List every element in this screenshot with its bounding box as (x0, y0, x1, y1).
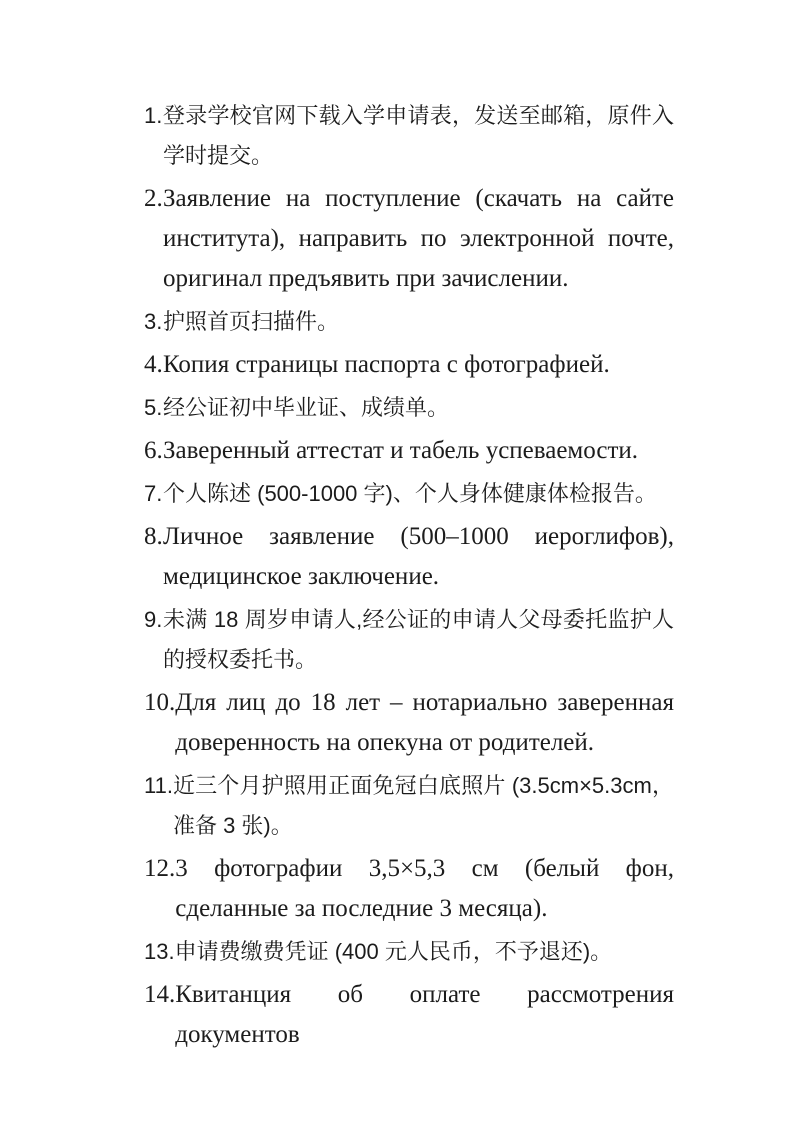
list-item-text: 经公证初中毕业证、成绩单。 (163, 395, 450, 420)
list-item (144, 302, 674, 342)
numbered-list (144, 96, 674, 1055)
list-item-number: 10. (144, 689, 176, 716)
list-item-text: Заявление на поступление (скачать на сайте института), направить по электронной почте, оригинал предъявить при зачислении. (163, 185, 674, 292)
list-item-number: 7. (144, 481, 163, 506)
list-item-text: 3 фотографии 3,5×5,3 см (белый фон, сделанные за последние 3 месяца). (175, 855, 674, 922)
list-item-text: Квитанция об оплате рассмотрения документов (175, 981, 674, 1048)
list-item (144, 179, 674, 299)
list-item (144, 683, 674, 763)
list-item (144, 96, 674, 176)
list-item (144, 474, 674, 514)
list-item (144, 932, 674, 972)
list-item (144, 849, 674, 929)
list-item (144, 345, 674, 385)
list-item-text: Копия страницы паспорта с фотографией. (163, 351, 610, 378)
list-item-text: 护照首页扫描件。 (163, 309, 340, 334)
list-item-text: 个人陈述 (500-1000 字)、个人身体健康体检报告。 (163, 481, 657, 506)
list-item (144, 600, 674, 680)
list-item-number: 2. (144, 185, 163, 212)
list-item-text: 申请费缴费凭证 (400 元人民币，不予退还)。 (174, 939, 613, 964)
list-item-number: 5. (144, 395, 163, 420)
list-item-number: 4. (144, 351, 163, 378)
list-item-number: 13. (144, 939, 175, 964)
list-item (144, 766, 674, 846)
list-item-text: 登录学校官网下载入学申请表，发送至邮箱，原件入学时提交。 (163, 103, 674, 168)
list-item-number: 3. (144, 309, 163, 334)
list-item (144, 431, 674, 471)
list-item-number: 14. (144, 981, 176, 1008)
list-item (144, 388, 674, 428)
list-item-text: 未满 18 周岁申请人,经公证的申请人父母委托监护人的授权委托书。 (163, 607, 674, 672)
list-item-number: 12. (144, 855, 176, 882)
list-item-text: Личное заявление (500–1000 иероглифов), медицинское заключение. (163, 523, 674, 590)
list-item (144, 975, 674, 1055)
list-item-text: 近三个月护照用正面免冠白底照片 (3.5cm×5.3cm，准备 3 张)。 (172, 773, 674, 838)
list-item-text: Заверенный аттестат и табель успеваемости. (163, 437, 639, 464)
list-item-number: 11. (144, 773, 173, 798)
list-item (144, 517, 674, 597)
list-item-text: Для лиц до 18 лет – нотариально заверенная доверенность на опекуна от родителей. (175, 689, 674, 756)
list-item-number: 9. (144, 607, 163, 632)
list-item-number: 1. (144, 103, 163, 128)
list-item-number: 6. (144, 437, 163, 464)
list-item-number: 8. (144, 523, 163, 550)
